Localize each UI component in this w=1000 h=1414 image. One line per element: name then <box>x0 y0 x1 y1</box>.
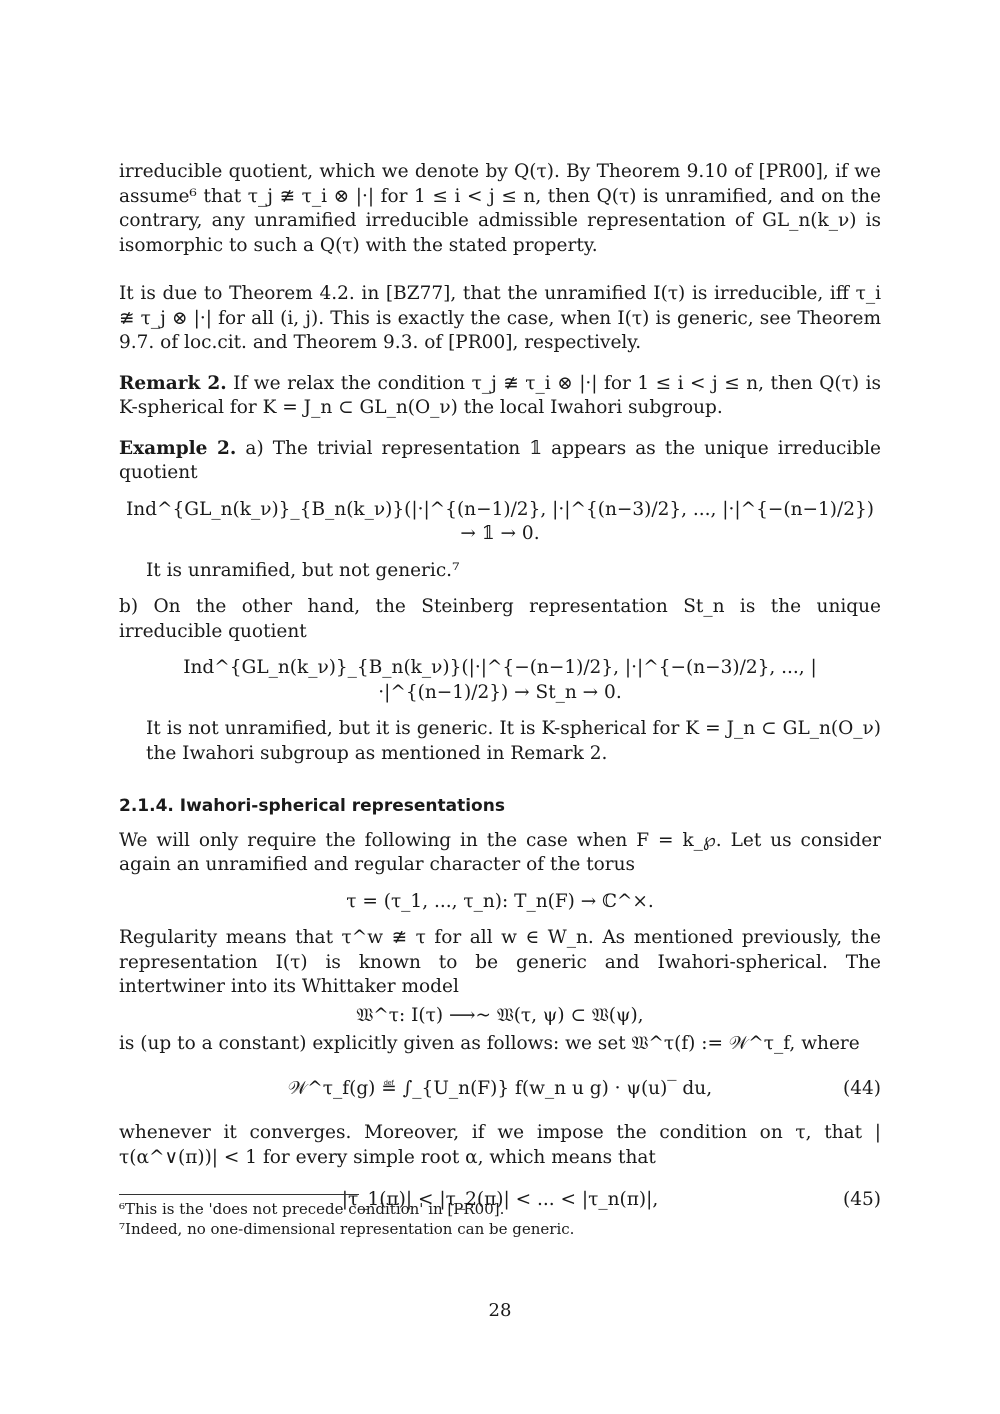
equation-44-body: 𝒲^τ_f(g) ≝ ∫_{U_n(F)} f(w_n u g) · ψ(u)‾ du, <box>287 1077 713 1099</box>
equation-44 <box>119 1077 881 1102</box>
equation-whittaker-intertwiner: 𝔚^τ: I(τ) ⟶~ 𝔚(τ, ψ) ⊂ 𝔚(ψ), <box>356 1004 644 1026</box>
example-2 <box>119 437 881 486</box>
paragraph-2: It is due to Theorem 4.2. in [BZ77], that the unramified I(τ) is irreducible, iff τ_i ≇ τ_j ⊗ |·| for all (i, j). This is exactly the case, when I(τ) is generic, see Theorem 9.7. of loc.cit. and Theorem 9.3. of [PR00], respectively. <box>119 283 881 353</box>
remark-label: Remark 2. <box>119 372 227 394</box>
equation-trivial-quotient: Ind^{GL_n(k_ν)}_{B_n(k_ν)}(|·|^{(n−1)/2}, |·|^{(n−3)/2}, ..., |·|^{−(n−1)/2}) → 𝟙 → 0. <box>125 498 875 544</box>
section-heading: 2.1.4. Iwahori-spherical representations <box>119 796 505 816</box>
example-label: Example 2. <box>119 437 237 459</box>
paragraph-5: is (up to a constant) explicitly given as follows: we set 𝔚^τ(f) := 𝒲^τ_f, where <box>119 1033 860 1054</box>
main-text <box>119 160 881 1231</box>
equation-44-number: (44) <box>843 1077 881 1099</box>
footnote-6: ⁶This is the 'does not precede condition' in [PR00]. <box>119 1200 505 1218</box>
remark-text: If we relax the condition τ_j ≇ τ_i ⊗ |·| for 1 ≤ i < j ≤ n, then Q(τ) is K-spherical for K = J_n ⊂ GL_n(O_ν) the local Iwahori subgroup. <box>119 372 881 418</box>
example-a-note: It is unramified, but not generic.⁷ <box>146 559 460 581</box>
equation-steinberg-quotient: Ind^{GL_n(k_ν)}_{B_n(k_ν)}(|·|^{−(n−1)/2}, |·|^{−(n−3)/2}, ..., |·|^{(n−1)/2}) → St_n → 0. <box>183 657 817 703</box>
equation-45-number: (45) <box>843 1189 881 1210</box>
paragraph-6: whenever it converges. Moreover, if we impose the condition on τ, that |τ(α^∨(π))| < 1 for every simple root α, which means that <box>119 1122 881 1168</box>
example-b-text: b) On the other hand, the Steinberg representation St_n is the unique irreducible quotient <box>119 596 881 642</box>
remark-2 <box>119 372 881 421</box>
footnotes <box>119 1194 881 1239</box>
example-a-text: a) The trivial representation 𝟙 appears as the unique irreducible quotient <box>119 437 881 483</box>
paragraph-1: irreducible quotient, which we denote by Q(τ). By Theorem 9.10 of [PR00], if we assume⁶ that τ_j ≇ τ_i ⊗ |·| for 1 ≤ i < j ≤ n, then Q(τ) is unramified, and on the contrary, any unramified irreducible admissible representation of GL_n(k_ν) is isomorphic to such a Q(τ) with the stated property. <box>119 161 881 256</box>
equation-torus-character: τ = (τ_1, ..., τ_n): T_n(F) → ℂ^×. <box>346 890 654 912</box>
example-b-note: It is not unramified, but it is generic. It is K-spherical for K = J_n ⊂ GL_n(O_ν) the Iwahori subgroup as mentioned in Remark 2. <box>146 718 881 764</box>
footnote-rule <box>119 1194 359 1195</box>
footnote-7: ⁷Indeed, no one-dimensional representation can be generic. <box>119 1220 575 1238</box>
paragraph-3: We will only require the following in the case when F = k_℘. Let us consider again an unramified and regular character of the torus <box>119 829 881 875</box>
paragraph-4: Regularity means that τ^w ≇ τ for all w ∈ W_n. As mentioned previously, the representation I(τ) is known to be generic and Iwahori-spherical. The intertwiner into its Whittaker model <box>119 927 881 997</box>
equation-45-body: |τ_1(π)| < |τ_2(π)| < ... < |τ_n(π)|, <box>341 1189 659 1210</box>
page-number: 28 <box>488 1300 512 1321</box>
